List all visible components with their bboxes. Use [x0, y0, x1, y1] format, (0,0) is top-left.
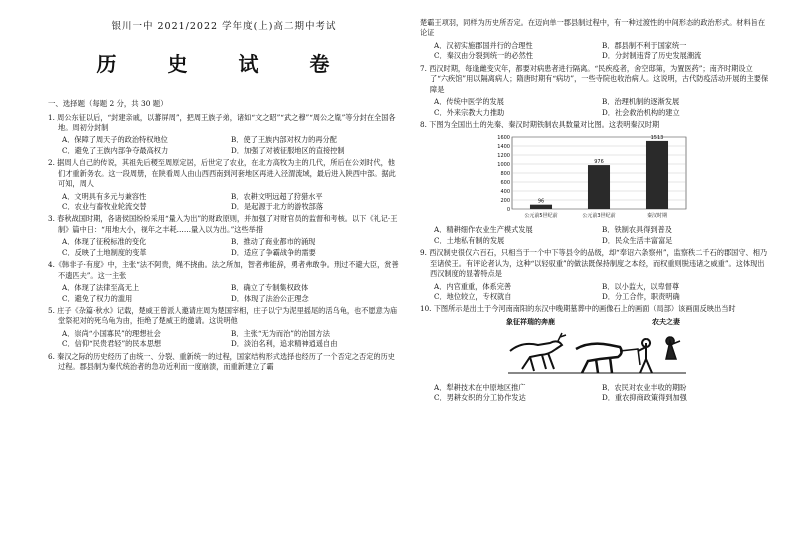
option: A．精耕细作农业生产模式发展 [434, 225, 533, 235]
option: D．分工合作，职责明确 [602, 292, 680, 301]
question-1-options [48, 135, 400, 156]
bar-value-label: 1513 [650, 135, 664, 142]
caption-farmer-wife: 农夫之妻 [652, 316, 680, 326]
y-tick-label: 1000 [497, 162, 510, 169]
option: B．以小监大，以卑督尊 [602, 281, 680, 291]
question-9: 9. 西汉制史很仅六百石，只相当于一个中下等县令的品级，却“奉诏六条察州”，监察秩二千石的郡国守、相乃至诸侯王。有评论者认为，这种“以轻驭重”的做法既保持制度之本经，而权重则脱违诸之威重”。这体现出西汉制度的显著特点是 [420, 248, 768, 279]
bar-value-label: 96 [537, 199, 545, 206]
plough-figure [620, 349, 640, 365]
option: A．保障了周天子的政治特权地位 [62, 135, 168, 145]
question-9-options [420, 282, 770, 303]
relief-drawing [500, 329, 690, 377]
option: C．男耕女织的分工协作发达 [434, 393, 526, 403]
chart-canvas [490, 133, 690, 221]
option: A．文明具有多元与兼容性 [62, 191, 147, 201]
option: C．地位较立，专权就自 [434, 292, 512, 301]
iron-tools-bar-chart [490, 133, 690, 221]
question-7-options [420, 97, 770, 118]
question-10-options [420, 383, 770, 404]
option: D．分封制违背了历史发展潮流 [602, 51, 702, 61]
option: D．体现了法治公正理念 [231, 293, 309, 303]
question-2: 2. 据周人自己的传说，其祖先后稷至周原定居，后世定了农业，在北方高牧为主的几代，所后在公刘时代，他们才重新务农。这一段周册，在陕看周人由山西西南到河套地区再进入泾渭流域，最后进入陕西中部。据此可知，周人 [48, 158, 396, 189]
option: B．确立了专制集权政体 [231, 283, 309, 293]
question-6: 6. 秦汉之际的历史经历了由统一、分裂、重新统一的过程，国家结构形式选择也经历了一个否定之否定的历史过程。郡县制为秦代统治者的急功近利而一度崩溃，而重新建立了霸 [48, 351, 395, 372]
y-tick-label: 0 [506, 207, 510, 214]
ox-figure [576, 344, 622, 373]
option: D．民众生活丰富富足 [602, 235, 673, 245]
option: B．主张“无为而治”的治国方法 [231, 328, 330, 338]
question-4-options [48, 283, 400, 304]
option: A．体现了征税标准的变化 [62, 237, 147, 247]
option: D．加强了对被征服地区的直接控制 [231, 145, 345, 155]
bar [588, 165, 610, 209]
option: B．郡县制不利于国家统一 [602, 40, 687, 50]
option: A．内官重重，体系完善 [434, 281, 512, 291]
option: A．汉初实施郡国并行的合理性 [434, 40, 533, 50]
question-8: 8. 下图为全国出土的先秦、秦汉时期铁制农具数量对比图。这表明秦汉时期 [420, 119, 660, 129]
option: D．是起源于北方的游牧部落 [231, 202, 324, 211]
y-tick-label: 1200 [497, 153, 510, 160]
stone-relief-image [500, 317, 690, 379]
question-5-options [48, 329, 400, 350]
question-6-continued: 楚霸王项羽，同样为历史所否定。在迈向单一郡县制过程中，有一种过渡性的中间形态的政治形式。材料旨在论证 [420, 18, 766, 38]
question-2-options [48, 192, 400, 213]
deer-antler [558, 333, 566, 341]
option: C．信仰“民贵君轻”的民本思想 [62, 339, 162, 349]
category-label: 公元前3世纪前 [582, 213, 616, 220]
option: D．淡泊名利，追求精神逍遥自由 [231, 339, 338, 349]
option: D．社会救治机构的建立 [602, 107, 680, 117]
option: C．反映了土地制度的变革 [62, 247, 147, 257]
option: A．崇尚“小国寡民”的理想社会 [62, 328, 161, 338]
category-label: 公元前5世纪前 [524, 213, 558, 220]
exam-title: 银川一中 2021/2022 学年度(上)高二期中考试 [111, 21, 337, 32]
y-tick-label: 1600 [497, 135, 510, 142]
option: A．体现了法律至高无上 [62, 283, 140, 293]
option: C．土地私有制的发展 [434, 235, 505, 245]
question-3: 3. 春秋战国时期，各诸侯国纷纷采用“量入为出”的财政原则，并加强了对财官员的监督和考核。以下《礼记·王制》篇中日：“用地大小，视年之丰耗……量入以为出。”这些举措 [48, 214, 398, 234]
farmer-figure [638, 339, 652, 373]
question-3-options [48, 237, 400, 258]
page-title: 历 史 试 卷 [96, 51, 352, 76]
option: B．使了王族内部对权力的再分配 [231, 135, 337, 145]
y-tick-label: 1400 [497, 144, 510, 151]
option: A．犁耕技术在中原地区推广 [434, 382, 526, 392]
option: B．铁制农具得到普及 [602, 225, 672, 235]
bar-value-label: 976 [594, 159, 604, 166]
bar [530, 205, 552, 209]
question-7: 7. 西汉时期，每逢雌变灾年，都要对病患者进行隔离。“民疾疫者，舍空邸第，为置医药”；南齐时期设立了“六疾馆”用以隔离病人；隋唐时期有“病坊”，一些寺院也收治病人。这说明，古代防疫活动开展的主要保障是 [420, 63, 769, 94]
option: B．农耕文明远超了狩猎水平 [231, 191, 323, 201]
caption-deer: 象征祥瑞的奔鹿 [506, 316, 555, 326]
question-1: 1. 周公东征以后，“封建亲戚，以蕃屏周”，把周王族子弟，诸如“文之昭”“武之穆”“周公之胤”等分封在全国各地。周初分封制 [48, 112, 396, 132]
option: D．重农抑商政策得到加强 [602, 393, 687, 403]
option: C．秦汉由分裂到统一的必然性 [434, 51, 533, 61]
section-heading: 一、选择题（每题 2 分，共 30 题） [48, 98, 168, 108]
option: B．治理机制的逐渐发展 [602, 97, 680, 107]
option: C．农业与畜牧业轮流交替 [62, 202, 147, 211]
y-tick-label: 600 [500, 180, 510, 187]
option: A．传统中医学的发展 [434, 97, 504, 107]
deer-figure [510, 341, 562, 371]
y-tick-label: 200 [500, 198, 510, 205]
option: C．外来宗教大力推助 [434, 107, 505, 117]
left-column [48, 18, 400, 375]
question-8-options [420, 225, 770, 246]
option: C．避免了权力的滥用 [62, 293, 133, 303]
bar [646, 141, 668, 209]
question-6-options [420, 41, 770, 62]
wife-figure [666, 337, 680, 359]
option: B．农民对农业丰收的期盼 [602, 382, 687, 392]
question-4: 4.《韩非子·有度》中，主张“法不阿贵，绳不挠曲。法之所加，智者弗能辞，勇者弗敢争。刑过不避大臣，赏善不遗匹夫”。这一主张 [48, 260, 399, 280]
question-10: 10. 下图所示是出土于今河南南阳的东汉中晚期墓葬中的画像石上的画面（局部）该画面反映出当时 [420, 304, 736, 314]
option: C．避免了王族内部争夺最高权力 [62, 145, 169, 155]
option: D．适应了争霸战争的需要 [231, 247, 316, 257]
question-5: 5. 庄子《杂篇·秋水》记载，楚威王曾派人邀请庄周为楚国宰相，庄子以宁为泥里摇尾的活乌龟，也不愿意为庙堂祭祀对的死乌龟为由，拒绝了楚威王的邀请。这说明他 [48, 305, 398, 326]
category-label: 秦汉时期 [646, 213, 668, 220]
right-column [420, 18, 770, 406]
y-tick-label: 400 [500, 189, 510, 196]
y-tick-label: 800 [500, 171, 510, 178]
option: B．推动了商业都市的涌现 [231, 237, 316, 247]
